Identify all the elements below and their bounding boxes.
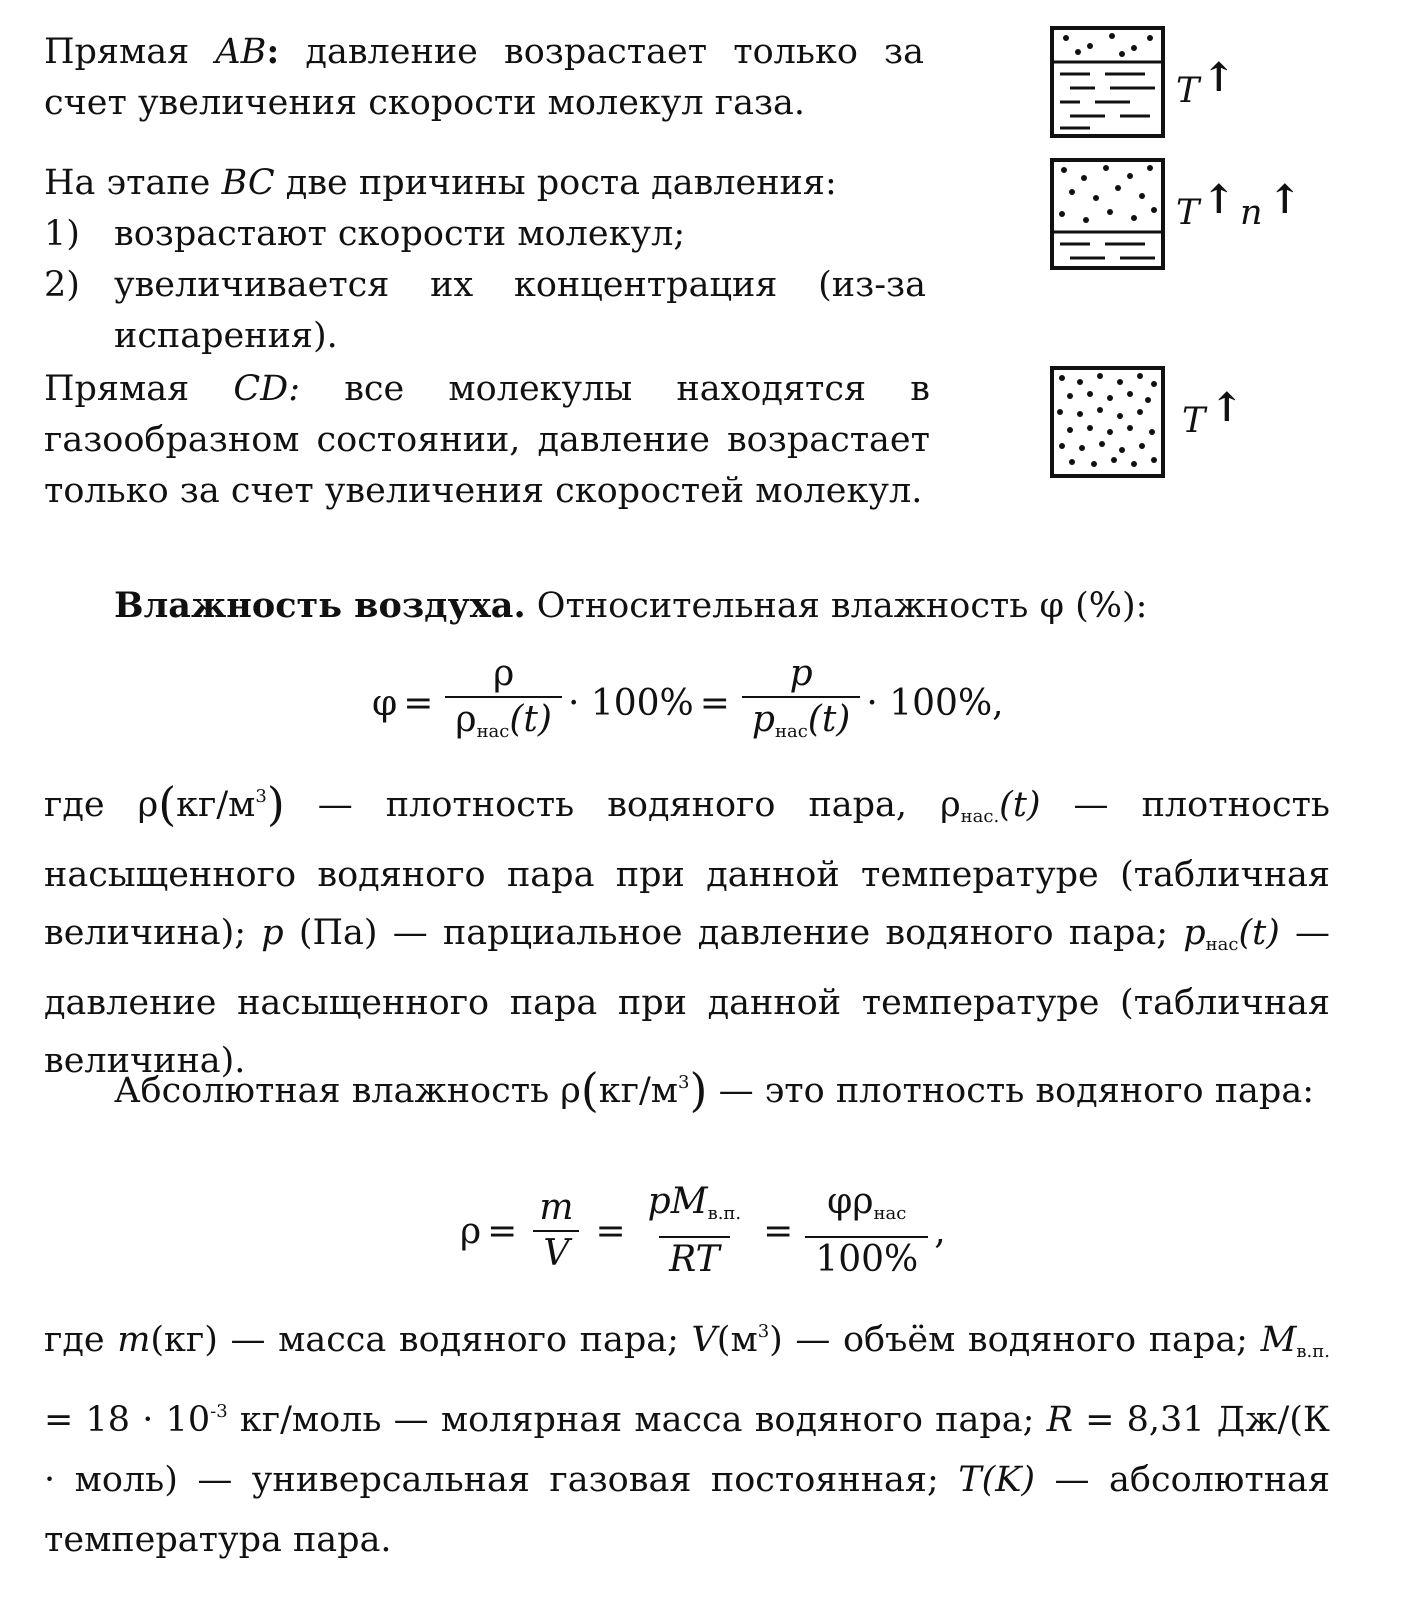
formula-absolute-humidity (460, 1180, 946, 1282)
fraction-numerator (638, 1180, 751, 1236)
diagram-cd (1050, 366, 1244, 493)
bc-diagram-temperature-label: T (1176, 193, 1200, 233)
paren-open: ( (580, 1063, 599, 1117)
up-arrow-icon: ↑ (1202, 54, 1236, 101)
paren-close: ) (266, 777, 285, 831)
defs-text: (м (716, 1320, 758, 1360)
list-item-number: 2) (44, 265, 80, 305)
fraction-denominator (445, 696, 562, 754)
up-arrow-icon: ↑ (1210, 384, 1244, 431)
where-text: — плотность водяного пара, (284, 785, 941, 825)
formula-relative-humidity (372, 652, 1004, 754)
symbol: ρ (940, 785, 961, 825)
defs-text: ) — объём водяного пара; (769, 1320, 1261, 1360)
symbol-subscript: в.п. (1296, 1341, 1330, 1362)
where-text: — плотность насыщенного водяного пара при данной температуре (табличная величина); (44, 785, 1330, 953)
list-item-text: возрастают скорости молекул; (114, 214, 686, 254)
bc-diagram-concentration-label: n (1240, 193, 1263, 233)
fraction-mass-volume (529, 1186, 583, 1276)
unit: кг/м (176, 785, 256, 825)
den-subscript: нас (774, 721, 808, 742)
humidity-heading-bold: Влажность воздуха. (114, 585, 526, 626)
symbol: R (1046, 1400, 1073, 1440)
symbol: M (1260, 1320, 1297, 1360)
vessel-evaporation-icon (1050, 158, 1165, 270)
list-item-number: 1) (44, 214, 80, 254)
fraction-denominator: RT (659, 1236, 729, 1282)
bc-label: BC (221, 163, 275, 203)
symbol: V (691, 1320, 717, 1360)
list-item (44, 209, 934, 260)
formula-lhs: ρ (460, 1210, 482, 1252)
cd-text: все молекулы находятся в газообразном состоянии, давление возрастает только за счет увеличения скоростей молекул. (44, 369, 930, 511)
abs-text: — это плотность водяного пара: (707, 1071, 1314, 1111)
den-subscript: нас (476, 721, 510, 742)
vessel-gas-icon (1050, 366, 1165, 478)
num-symbol: pM (647, 1181, 708, 1222)
ab-text: давление возрастает только за счет увеличения скорости молекул газа. (44, 32, 924, 123)
defs-text: кг/моль — молярная масса водяного пара; (227, 1400, 1047, 1440)
bc-intro (44, 158, 934, 209)
fraction-phi-rho (805, 1180, 928, 1282)
num-subscript: в.п. (707, 1203, 742, 1224)
defs-text: (кг) — масса водяного пара; (150, 1320, 692, 1360)
den-symbol: ρ (455, 699, 477, 740)
num-subscript: нас (873, 1203, 907, 1224)
symbol: p (1183, 913, 1206, 953)
symbol-argument: (t) (999, 785, 1041, 825)
equals-sign: = (487, 1210, 518, 1252)
fraction-numerator: ρ (493, 653, 515, 694)
equals-sign: = (763, 1210, 794, 1252)
defs-text: — абсолютная температура пара. (44, 1460, 1330, 1560)
unit: кг/м (598, 1071, 679, 1111)
symbol-subscript: нас (1205, 934, 1239, 955)
fraction-pressure (742, 652, 860, 754)
bc-prefix: На этапе (44, 163, 222, 203)
symbol: m (117, 1320, 151, 1360)
paragraph-absolute-humidity (44, 1052, 1330, 1122)
unit-superscript: 3 (757, 1321, 770, 1342)
den-argument: (t) (509, 699, 552, 740)
fraction-denominator: V (533, 1230, 579, 1276)
ab-label: AB (215, 32, 267, 72)
cd-prefix: Прямая (44, 369, 234, 409)
equals-sign: = (699, 682, 730, 724)
bc-text: две причины роста давления: (274, 163, 837, 203)
den-symbol: p (751, 699, 775, 740)
symbol: T(K) (958, 1460, 1036, 1500)
paragraph-definitions (44, 1302, 1330, 1570)
where-text: — давление насыщенного пара при данной температуре (табличная величина). (44, 913, 1330, 1081)
equals-sign: = (403, 682, 434, 724)
multiplier: · 100% (866, 682, 993, 724)
defs-text: = 18 · 10 (44, 1400, 211, 1440)
paragraph-ab (44, 26, 924, 129)
fraction-numerator: p (789, 653, 813, 694)
den-argument: (t) (807, 699, 851, 740)
unit-superscript: 3 (255, 786, 267, 807)
paren-open: ( (158, 777, 177, 831)
fraction-numerator (817, 1180, 916, 1236)
fraction-denominator: 100% (805, 1236, 928, 1282)
unit-superscript: 3 (678, 1072, 690, 1093)
ab-colon: : (266, 31, 280, 72)
paragraph-cd (44, 364, 930, 517)
fraction-numerator: m (539, 1187, 574, 1228)
unit: (Па) (283, 913, 378, 953)
defs-text: где (44, 1320, 118, 1360)
list-item-text: увеличивается их концентрация (из-за испарения). (114, 265, 926, 356)
where-start: где ρ (44, 785, 159, 825)
list-item (44, 260, 934, 362)
multiplier: · 100% (567, 682, 694, 724)
defs-text: = 8,31 Дж/(К · моль) — универсальная газовая постоянная; (44, 1400, 1330, 1500)
vessel-liquid-icon (1050, 26, 1165, 138)
diagram-bc (1050, 158, 1302, 285)
paragraph-where (44, 768, 1330, 1090)
humidity-heading-rest: Относительная влажность φ (%): (525, 586, 1148, 626)
up-arrow-icon: ↑ (1202, 176, 1236, 223)
up-arrow-icon: ↑ (1268, 176, 1302, 223)
exponent: -3 (210, 1401, 228, 1422)
paren-close: ) (689, 1063, 708, 1117)
ab-diagram-temperature-label: T (1176, 71, 1200, 111)
symbol: p (261, 913, 284, 953)
fraction-pm-rt (638, 1180, 751, 1282)
symbol-subscript: нас. (960, 806, 1000, 827)
ab-prefix: Прямая (44, 32, 216, 72)
formula-lhs: φ (372, 682, 398, 724)
num-symbol: φρ (827, 1181, 874, 1222)
paragraph-bc (44, 158, 934, 362)
formula-comma: , (934, 1210, 946, 1252)
where-text: — парциальное давление водяного пара; (377, 913, 1184, 953)
cd-diagram-temperature-label: T (1182, 401, 1206, 441)
cd-label: CD: (233, 369, 301, 409)
fraction-denominator (742, 696, 860, 754)
equals-sign: = (595, 1210, 626, 1252)
formula-comma: , (992, 682, 1004, 724)
symbol-argument: (t) (1238, 913, 1280, 953)
humidity-heading (114, 580, 1314, 632)
abs-text: Абсолютная влажность ρ (114, 1071, 581, 1111)
diagram-ab (1050, 26, 1236, 153)
bc-list (44, 209, 934, 362)
fraction-density (445, 652, 562, 754)
